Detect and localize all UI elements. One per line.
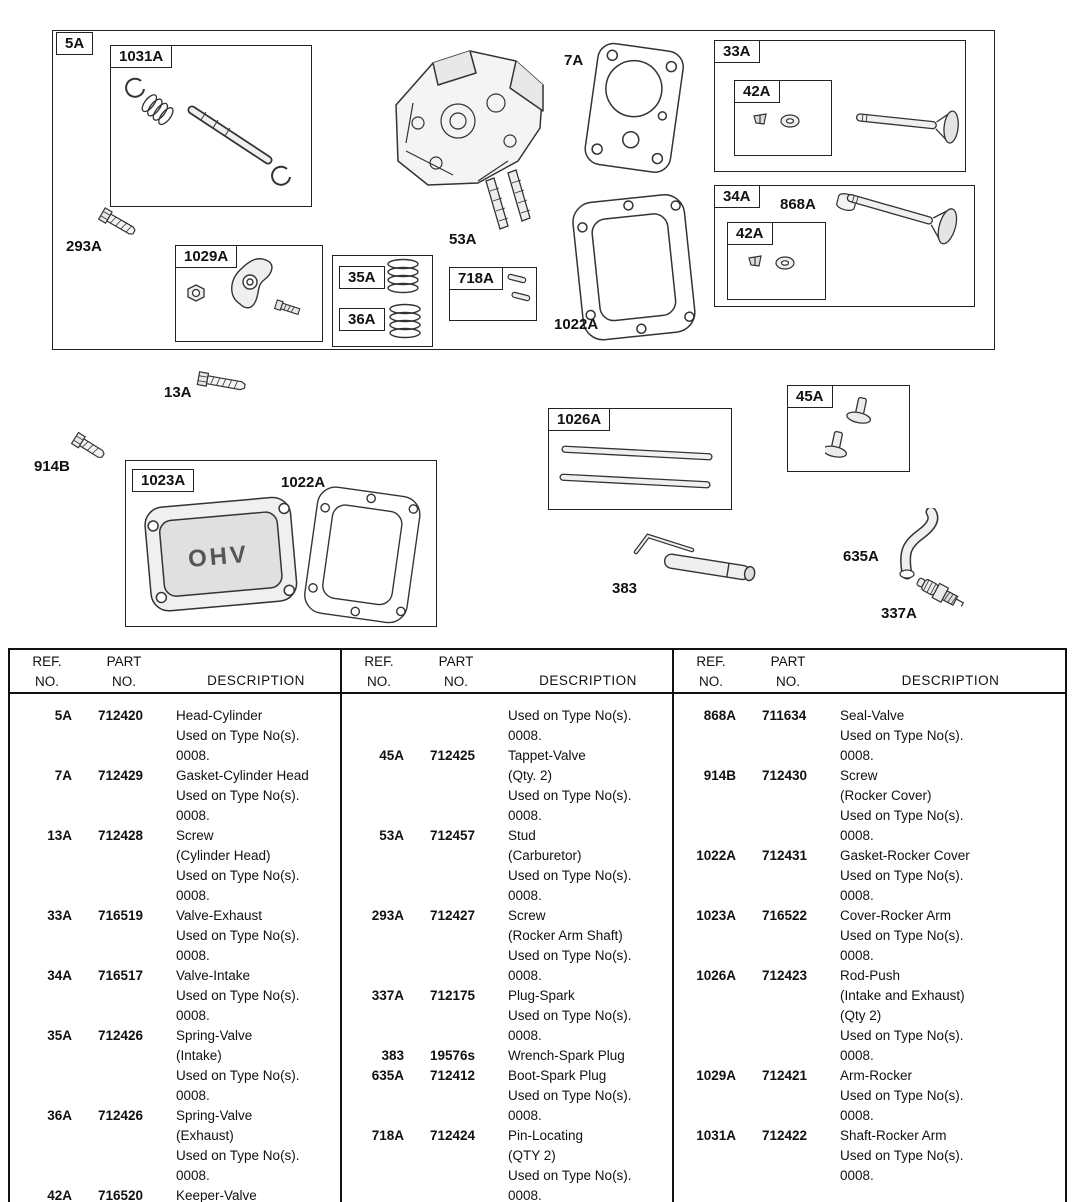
table-row	[674, 906, 1065, 966]
part-no: 712457	[430, 828, 476, 843]
desc-line: Used on Type No(s).	[840, 1028, 964, 1043]
part-no: 712175	[430, 988, 476, 1003]
ref-no: 914B	[703, 768, 736, 783]
desc-line: 0008.	[176, 808, 210, 823]
table-row	[342, 1046, 672, 1066]
desc-line: Used on Type No(s).	[176, 868, 300, 883]
ref-no: 7A	[54, 768, 72, 783]
rocker-shaft-group-drawing	[112, 48, 308, 203]
part-description	[508, 1126, 672, 1202]
desc-line: Keeper-Valve	[176, 1188, 257, 1202]
description-header: DESCRIPTION	[901, 673, 1000, 688]
part-no-header	[408, 654, 504, 689]
callout-13a: 13A	[164, 384, 192, 401]
part-description	[508, 1046, 672, 1066]
desc-line: 0008.	[840, 948, 874, 963]
desc-line: 0008.	[508, 1028, 542, 1043]
valve-spring-exhaust-icon	[385, 303, 425, 343]
description-header: DESCRIPTION	[207, 673, 305, 688]
table-row	[342, 826, 672, 906]
desc-line: Used on Type No(s).	[840, 728, 964, 743]
callout-42a-top: 42A	[734, 80, 780, 103]
part-description	[176, 1106, 340, 1186]
part-description	[840, 966, 1065, 1066]
part-no: 712427	[430, 908, 476, 923]
callout-914b: 914B	[34, 458, 70, 475]
callout-868a: 868A	[780, 196, 816, 213]
desc-line: 0008.	[176, 1168, 210, 1183]
table-row	[342, 746, 672, 826]
callout-1031a: 1031A	[110, 45, 172, 68]
part-description	[176, 906, 340, 966]
table-row	[342, 1126, 672, 1202]
locating-pins-icon	[500, 272, 540, 314]
desc-line: (Rocker Cover)	[840, 788, 932, 803]
callout-5a: 5A	[56, 32, 93, 55]
part-no: 712426	[98, 1028, 144, 1043]
callout-337a: 337A	[881, 605, 917, 622]
head-gasket-drawing	[576, 36, 694, 184]
desc-line: Rod-Push	[840, 968, 901, 983]
desc-line: Head-Cylinder	[176, 708, 263, 723]
part-description	[176, 826, 340, 906]
table-row	[674, 1126, 1065, 1186]
desc-line: Valve-Intake	[176, 968, 251, 983]
part-description	[508, 826, 672, 906]
table-row	[342, 706, 672, 746]
table-header-col2	[342, 650, 674, 692]
desc-line: Used on Type No(s).	[840, 928, 964, 943]
desc-line: (Cylinder Head)	[176, 848, 271, 863]
part-header-line1: PART	[106, 654, 142, 669]
part-header-line1: PART	[770, 654, 806, 669]
part-description	[840, 766, 1065, 846]
table-header-row	[10, 650, 1065, 694]
desc-line: 0008.	[840, 828, 874, 843]
desc-line: 0008.	[508, 1188, 542, 1202]
desc-line: Used on Type No(s).	[508, 1168, 632, 1183]
part-no: 716517	[98, 968, 144, 983]
callout-7a: 7A	[564, 52, 584, 69]
part-no: 712423	[762, 968, 808, 983]
desc-line: Used on Type No(s).	[508, 948, 632, 963]
desc-line: (Exhaust)	[176, 1128, 234, 1143]
part-no: 712424	[430, 1128, 476, 1143]
desc-line: Pin-Locating	[508, 1128, 584, 1143]
ref-header-line1: REF.	[696, 654, 726, 669]
valve-keepers-top-icon	[748, 108, 818, 138]
desc-line: Used on Type No(s).	[840, 1088, 964, 1103]
part-header-line1: PART	[438, 654, 474, 669]
desc-line: (Intake)	[176, 1048, 222, 1063]
table-column-3	[674, 694, 1065, 1202]
desc-line: 0008.	[840, 1168, 874, 1183]
callout-45a: 45A	[787, 385, 833, 408]
ref-header-line1: REF.	[32, 654, 62, 669]
part-no: 712431	[762, 848, 808, 863]
part-no-header	[740, 654, 836, 689]
ref-no: 1023A	[696, 908, 736, 923]
callout-36a: 36A	[339, 308, 385, 331]
ref-header-line2: NO.	[34, 674, 59, 689]
table-row	[674, 1066, 1065, 1126]
ref-no: 36A	[47, 1108, 72, 1123]
ref-no: 53A	[379, 828, 404, 843]
ref-no: 868A	[703, 708, 736, 723]
callout-1023a: 1023A	[132, 469, 194, 492]
table-row	[674, 966, 1065, 1066]
table-row	[10, 1106, 340, 1186]
desc-line: 0008.	[176, 888, 210, 903]
ref-no: 5A	[54, 708, 72, 723]
callout-1022a-top: 1022A	[554, 316, 599, 333]
part-header-line2: NO.	[775, 674, 800, 689]
desc-line: Gasket-Rocker Cover	[840, 848, 970, 863]
desc-line: (Rocker Arm Shaft)	[508, 928, 623, 943]
table-row	[342, 1066, 672, 1126]
desc-line: Used on Type No(s).	[508, 1008, 632, 1023]
part-header-line2: NO.	[443, 674, 468, 689]
part-no: 712412	[430, 1068, 476, 1083]
desc-line: 0008.	[508, 808, 542, 823]
callout-1022a-bottom: 1022A	[281, 474, 326, 491]
callout-1026a: 1026A	[548, 408, 610, 431]
callout-34a: 34A	[714, 185, 760, 208]
part-no: 712422	[762, 1128, 808, 1143]
push-rods-drawing	[552, 438, 727, 508]
ref-no: 1026A	[696, 968, 736, 983]
table-row	[342, 906, 672, 986]
desc-line: Screw	[840, 768, 878, 783]
ref-no: 34A	[47, 968, 72, 983]
part-description	[176, 966, 340, 1026]
desc-line: Boot-Spark Plug	[508, 1068, 607, 1083]
desc-line: Used on Type No(s).	[840, 808, 964, 823]
part-no: 712429	[98, 768, 144, 783]
desc-line: Used on Type No(s).	[176, 1148, 300, 1163]
ref-no: 35A	[47, 1028, 72, 1043]
screw-13a-icon	[195, 367, 252, 398]
ref-no: 635A	[371, 1068, 404, 1083]
ref-no-header	[18, 654, 76, 689]
part-no-header	[76, 654, 172, 689]
rocker-gasket-bottom-drawing	[296, 478, 432, 633]
desc-line: Seal-Valve	[840, 708, 905, 723]
table-row	[10, 766, 340, 826]
desc-line: Used on Type No(s).	[176, 988, 300, 1003]
callout-293a: 293A	[66, 238, 102, 255]
table-body	[10, 694, 1065, 1202]
table-header-col1	[10, 650, 342, 692]
table-row	[10, 1026, 340, 1106]
desc-line: 0008.	[840, 1048, 874, 1063]
part-description	[176, 706, 340, 766]
table-header-col3	[674, 650, 1065, 692]
callout-383: 383	[612, 580, 638, 597]
part-description	[508, 986, 672, 1046]
part-no: 712425	[430, 748, 476, 763]
valve-spring-intake-icon	[383, 258, 423, 298]
ref-no: 42A	[47, 1188, 72, 1202]
table-row	[342, 986, 672, 1046]
part-no: 19576s	[430, 1048, 476, 1063]
desc-line: Wrench-Spark Plug	[508, 1048, 625, 1063]
desc-line: Used on Type No(s).	[176, 1068, 300, 1083]
part-no: 712426	[98, 1108, 144, 1123]
callout-1029a: 1029A	[175, 245, 237, 268]
part-description	[508, 906, 672, 986]
part-no: 716519	[98, 908, 144, 923]
part-no	[404, 706, 508, 746]
tappets-drawing	[825, 394, 905, 468]
part-description	[176, 766, 340, 826]
part-header-line2: NO.	[111, 674, 136, 689]
table-column-1	[10, 694, 342, 1202]
ref-no: 1022A	[696, 848, 736, 863]
desc-line: Spring-Valve	[176, 1108, 253, 1123]
desc-line: Plug-Spark	[508, 988, 575, 1003]
spark-plug-wrench-drawing	[628, 532, 773, 588]
cover-embossed-text: OHV	[186, 540, 251, 573]
part-description	[508, 1066, 672, 1126]
desc-line: 0008.	[508, 728, 542, 743]
ref-header-line2: NO.	[698, 674, 723, 689]
desc-line: 0008.	[508, 1108, 542, 1123]
table-row	[10, 826, 340, 906]
ref-no: 1029A	[696, 1068, 736, 1083]
desc-line: 0008.	[840, 888, 874, 903]
table-row	[10, 966, 340, 1026]
table-row	[10, 906, 340, 966]
parts-list-table	[8, 648, 1067, 1202]
desc-line: (QTY 2)	[508, 1148, 556, 1163]
ref-no-header	[682, 654, 740, 689]
desc-line: Arm-Rocker	[840, 1068, 913, 1083]
desc-line: Used on Type No(s).	[508, 788, 632, 803]
cylinder-head-drawing	[358, 33, 573, 238]
part-description	[840, 706, 1065, 766]
desc-line: Valve-Exhaust	[176, 908, 263, 923]
callout-35a: 35A	[339, 266, 385, 289]
part-no: 712420	[98, 708, 144, 723]
desc-line: Screw	[176, 828, 214, 843]
desc-line: Gasket-Cylinder Head	[176, 768, 309, 783]
desc-line: (Carburetor)	[508, 848, 582, 863]
part-no: 716520	[98, 1188, 144, 1202]
callout-42a-bottom: 42A	[727, 222, 773, 245]
ref-header-line1: REF.	[364, 654, 394, 669]
desc-line: Tappet-Valve	[508, 748, 586, 763]
table-column-2	[342, 694, 674, 1202]
ref-no: 293A	[371, 908, 404, 923]
part-no: 712421	[762, 1068, 808, 1083]
desc-line: 0008.	[176, 1008, 210, 1023]
callout-635a: 635A	[843, 548, 879, 565]
desc-line: (Intake and Exhaust)	[840, 988, 965, 1003]
desc-line: Screw	[508, 908, 546, 923]
desc-line: 0008.	[840, 1108, 874, 1123]
desc-line: Used on Type No(s).	[176, 928, 300, 943]
ref-no: 718A	[371, 1128, 404, 1143]
ref-no	[354, 706, 404, 746]
part-no: 712430	[762, 768, 808, 783]
desc-line: Used on Type No(s).	[176, 788, 300, 803]
ref-no-header	[350, 654, 408, 689]
desc-line: Used on Type No(s).	[508, 868, 632, 883]
valve-keepers-bottom-icon	[743, 250, 813, 280]
part-description	[508, 746, 672, 826]
desc-line: 0008.	[508, 888, 542, 903]
ref-no: 45A	[379, 748, 404, 763]
desc-line: 0008.	[508, 968, 542, 983]
desc-line: Used on Type No(s).	[840, 1148, 964, 1163]
part-no: 711634	[762, 708, 807, 723]
table-row	[674, 706, 1065, 766]
desc-line: (Qty. 2)	[508, 768, 553, 783]
desc-line: Used on Type No(s).	[508, 708, 632, 723]
part-description	[508, 706, 672, 746]
part-description	[840, 1066, 1065, 1126]
desc-line: Used on Type No(s).	[176, 728, 300, 743]
rocker-cover-drawing	[135, 485, 311, 627]
table-row	[674, 766, 1065, 846]
desc-line: Spring-Valve	[176, 1028, 253, 1043]
desc-line: 0008.	[176, 748, 210, 763]
desc-line: 0008.	[840, 748, 874, 763]
desc-line: (Qty 2)	[840, 1008, 882, 1023]
screw-914b-icon	[68, 429, 113, 467]
part-description	[840, 846, 1065, 906]
spark-plug-drawing	[912, 570, 972, 622]
desc-line: Cover-Rocker Arm	[840, 908, 952, 923]
table-row	[10, 706, 340, 766]
callout-53a: 53A	[449, 231, 477, 248]
callout-33a: 33A	[714, 40, 760, 63]
desc-line: Used on Type No(s).	[840, 868, 964, 883]
part-no: 712428	[98, 828, 144, 843]
ref-no: 1031A	[696, 1128, 736, 1143]
desc-line: Stud	[508, 828, 536, 843]
description-header: DESCRIPTION	[539, 673, 637, 688]
ref-header-line2: NO.	[366, 674, 391, 689]
part-description	[176, 1026, 340, 1106]
ref-no: 337A	[371, 988, 404, 1003]
desc-line: 0008.	[176, 1088, 210, 1103]
ref-no: 383	[381, 1048, 404, 1063]
part-description	[840, 906, 1065, 966]
part-description	[840, 1126, 1065, 1186]
ref-no: 33A	[47, 908, 72, 923]
table-row	[674, 846, 1065, 906]
part-no: 716522	[762, 908, 808, 923]
ref-no: 13A	[47, 828, 72, 843]
callout-718a: 718A	[449, 267, 503, 290]
desc-line: Shaft-Rocker Arm	[840, 1128, 947, 1143]
desc-line: 0008.	[176, 948, 210, 963]
desc-line: Used on Type No(s).	[508, 1088, 632, 1103]
